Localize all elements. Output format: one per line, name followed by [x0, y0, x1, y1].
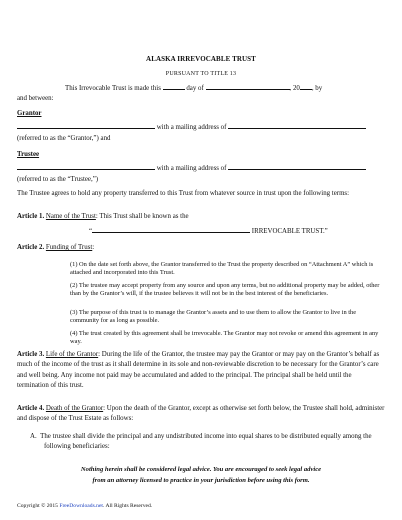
year-blank [300, 83, 312, 90]
document-subtitle: PURSUANT TO TITLE 13 [165, 71, 237, 77]
intro-text-d: , by [311, 85, 323, 92]
article3-title: Life of the Grantor [45, 351, 99, 358]
article4-a-text: The trustee shall divide the principal and any undistributed income into equal shares to be distributed equally among the following beneficiaries: [40, 433, 372, 451]
trust-name-close: IRREVOCABLE TRUST.” [251, 228, 328, 236]
article-3 [17, 350, 385, 392]
grantor-address-blank [228, 122, 366, 129]
grantor-section [17, 109, 385, 144]
trust-name-open: “ [89, 228, 93, 236]
trustee-mailing-text: with a mailing address of [156, 165, 227, 173]
agree-text: The Trustee agrees to hold any property transferred to this Trust from whatever source in trust upon the following terms: [17, 190, 350, 197]
month-blank [206, 83, 290, 90]
document-title: ALASKA IRREVOCABLE TRUST [146, 55, 256, 63]
article4-text: : Upon the death of the Grantor, except as otherwise set forth below, the Trustee shall hold, administer and dispose of the Trust Estate as follows: [17, 405, 385, 423]
article-4 [17, 404, 385, 425]
grantor-heading: Grantor [17, 110, 42, 117]
disclaimer-line-2: from an attorney licensed to practice in your jurisdiction before using this form. [92, 477, 310, 484]
article2-sub2: (2) The trustee may accept property from any source and upon any terms, but no additional property may be added, other than by the Grantor’s will, if the trustee believes it will not be in the best interest of the beneficiaries. [70, 282, 380, 297]
article2-label: Article 2. [17, 244, 45, 251]
article2-sub1: (1) On the date set forth above, the Grantor transferred to the Trust the property described on “Attachment A” which is attached and incorporated into this Trust. [70, 261, 374, 276]
article3-label: Article 3. [17, 351, 45, 358]
article4-label: Article 4. [17, 405, 45, 412]
intro-text-e: and between: [17, 95, 54, 103]
article1-label: Article 1. [17, 213, 45, 220]
copyright-suffix: . All Rights Reserved. [102, 503, 153, 509]
copyright [17, 503, 152, 509]
article4-title: Death of the Grantor [45, 405, 104, 412]
agreement-paragraph [17, 189, 385, 199]
intro-paragraph [17, 83, 385, 105]
trustee-ref: (referred to as the “Trustee,”) [17, 175, 99, 183]
article-2 [17, 243, 385, 253]
article4-a-label: A. [30, 433, 37, 440]
article2-colon: : [92, 244, 95, 251]
intro-text-b: day of [186, 85, 204, 92]
intro-text-a: This Irrevocable Trust is made this [65, 85, 161, 92]
trustee-section [17, 150, 385, 185]
trust-name-blank [92, 226, 250, 233]
copyright-prefix: Copyright © 2015 [17, 503, 58, 509]
article2-sub4: (4) The trust created by this agreement shall be irrevocable. The Grantor may not revoke or amend this agreement in any way. [70, 330, 379, 345]
trustee-name-blank [17, 163, 155, 170]
article1-title: Name of the Trust [45, 213, 96, 220]
grantor-name-blank [17, 122, 155, 129]
trustee-address-blank [228, 163, 366, 170]
grantor-ref: (referred to as the “Grantor,”) and [17, 134, 111, 142]
article-1 [17, 212, 385, 238]
disclaimer-line-1: Nothing herein shall be considered legal advice. You are encouraged to seek legal advice [80, 466, 322, 473]
copyright-link[interactable]: FreeDownloads.net [59, 503, 103, 509]
grantor-mailing-text: with a mailing address of [156, 124, 227, 132]
article4-item-a [30, 432, 385, 453]
trustee-heading: Trustee [17, 151, 40, 158]
article2-title: Funding of Trust [45, 244, 93, 251]
article3-text: : During the life of the Grantor, the trustee may pay the Grantor or may pay on the Grantor’s behalf as much of the income of the trust as it shall determine in its sole and non-reviewable discretion to be necessary for the Grantor’s care and well being. Any income not paid may be accumulated and added to the principal. The principal shall be held until the termination of this trust. [17, 351, 380, 390]
article2-sub3: (3) The purpose of this trust is to manage the Grantor’s assets and to use them to allow the Grantor to live in the community for as long as possible. [70, 309, 357, 324]
intro-text-c: , 20 [289, 85, 300, 92]
article1-text: : This Trust shall be known as the [95, 213, 189, 220]
day-blank [163, 83, 185, 90]
